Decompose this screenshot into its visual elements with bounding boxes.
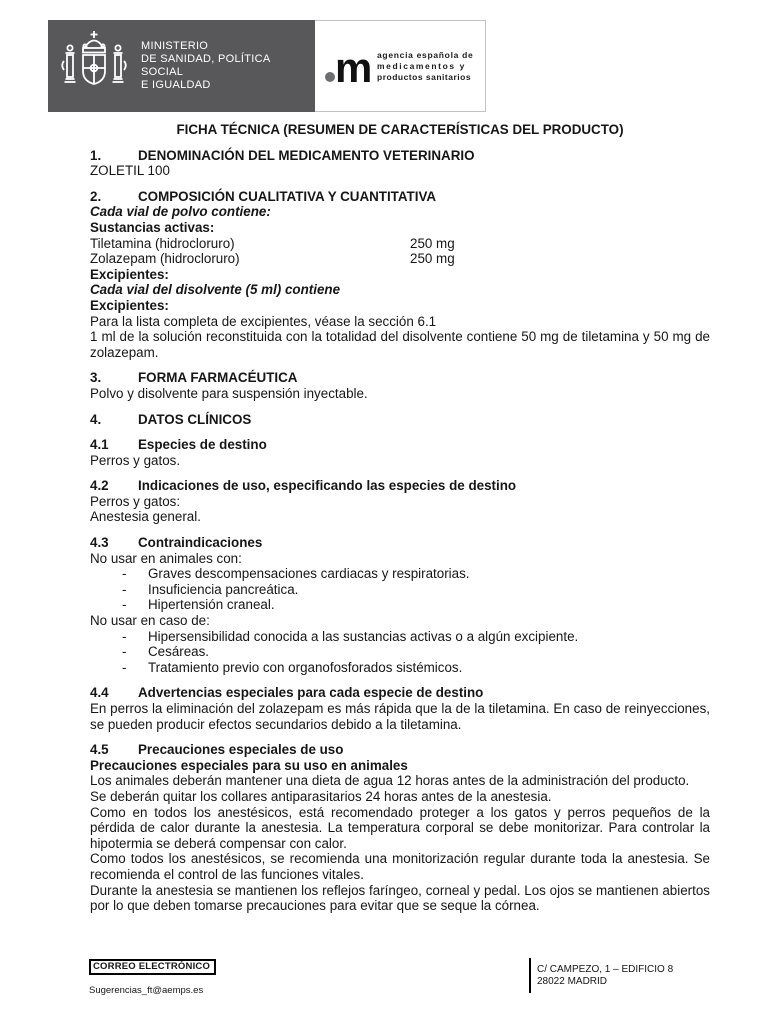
section-title: Especies de destino xyxy=(138,437,267,453)
list-item-text: Tratamiento previo con organofosforados sistémicos. xyxy=(148,659,463,675)
section-title: FORMA FARMACÉUTICA xyxy=(138,370,298,386)
page-header xyxy=(48,20,486,112)
aemps-logo xyxy=(315,20,486,112)
substance-amount: 250 mg xyxy=(410,235,455,251)
list-item xyxy=(90,660,710,676)
section-title: DATOS CLÍNICOS xyxy=(138,411,252,427)
list-item xyxy=(90,597,710,613)
section-4-3-heading xyxy=(90,535,710,551)
warnings-text: En perros la eliminación del zolazepam es más rápida que la de la tiletamina. En caso de reinyecciones, se pueden producir efectos secundarios debido a la tiletamina. xyxy=(90,701,710,732)
pharmaceutical-form-text: Polvo y disolvente para suspensión inyectable. xyxy=(90,385,368,401)
section-number: 4.2 xyxy=(90,478,109,494)
section-number: 1. xyxy=(90,147,102,163)
excipients-label: Excipientes: xyxy=(90,266,169,282)
section-number: 4. xyxy=(90,411,102,427)
bullet-dash: - xyxy=(122,628,127,644)
section-title: Contraindicaciones xyxy=(138,535,263,551)
ministry-logo xyxy=(48,20,315,112)
section-title: COMPOSICIÓN CUALITATIVA Y CUANTITATIVA xyxy=(138,188,437,204)
substance-name: Tiletamina (hidrocloruro) xyxy=(90,235,235,251)
spain-coat-of-arms-icon xyxy=(59,28,129,104)
section-number: 4.3 xyxy=(90,535,109,551)
section-title: Indicaciones de uso, especificando las especies de destino xyxy=(138,478,517,494)
email-address: Sugerencias_ft@aemps.es xyxy=(89,985,204,996)
section-number: 4.5 xyxy=(90,742,109,758)
list-item xyxy=(90,644,710,660)
address-line: 28022 MADRID xyxy=(537,975,608,987)
substance-amount: 250 mg xyxy=(410,251,455,267)
precautions-paragraph: Como en todos los anestésicos, está recomendado proteger a los gatos y perros pequeños de la pérdida de calor durante la anestesia. La temperatura corporal se debe monitorizar. Para controlar la hipotermia se deberá compensar con calor. xyxy=(90,804,710,851)
ministry-line: MINISTERIO xyxy=(141,40,209,52)
ministry-name xyxy=(141,40,315,92)
contraindications-intro: No usar en animales con: xyxy=(90,550,242,566)
email-label-box: CORREO ELECTRÓNICO xyxy=(89,959,216,975)
list-item-text: Cesáreas. xyxy=(148,644,210,660)
list-item xyxy=(90,582,710,598)
document-title: FICHA TÉCNICA (RESUMEN DE CARACTERÍSTICAS DEL PRODUCTO) xyxy=(176,122,624,137)
bullet-dash: - xyxy=(122,581,127,597)
section-4-4-heading xyxy=(90,685,710,701)
list-item xyxy=(90,566,710,582)
section-number: 4.1 xyxy=(90,437,109,453)
precautions-paragraph: Como todos los anestésicos, se recomienda una monitorización regular durante toda la anestesia. Se recomienda el control de las funciones vitales. xyxy=(90,851,710,882)
aemps-line: medicamentos y xyxy=(377,60,467,71)
section-number: 3. xyxy=(90,370,102,386)
target-species-text: Perros y gatos. xyxy=(90,452,181,468)
section-title: DENOMINACIÓN DEL MEDICAMENTO VETERINARIO xyxy=(138,147,475,163)
svg-text:m: m xyxy=(335,46,373,86)
bullet-dash: - xyxy=(122,597,127,613)
excipients-note: Para la lista completa de excipientes, véase la sección 6.1 xyxy=(90,313,437,329)
product-name: ZOLETIL 100 xyxy=(90,163,170,179)
aemps-line: productos sanitarios xyxy=(377,71,472,82)
aemps-m-icon xyxy=(323,46,373,86)
bullet-dash: - xyxy=(122,566,127,582)
bullet-dash: - xyxy=(122,659,127,675)
excipients-label: Excipientes: xyxy=(90,297,169,313)
section-title: Precauciones especiales de uso xyxy=(138,742,344,758)
substance-name: Zolazepam (hidrocloruro) xyxy=(90,251,240,267)
section-2-heading xyxy=(90,189,710,205)
substance-row xyxy=(90,251,710,267)
footer-contact xyxy=(89,956,216,996)
precautions-paragraph: Durante la anestesia se mantienen los reflejos faríngeo, corneal y pedal. Los ojos se mantienen abiertos por lo que deben tomarse precauciones para evitar que se seque la córnea. xyxy=(90,882,710,914)
indications-line: Anestesia general. xyxy=(90,509,201,525)
ministry-line: DE SANIDAD, POLÍTICA SOCIAL xyxy=(141,53,270,78)
section-1-heading xyxy=(90,148,710,164)
solvent-vial-title: Cada vial del disolvente (5 ml) contiene xyxy=(90,282,341,298)
bullet-dash: - xyxy=(122,644,127,660)
list-item-text: Hipersensibilidad conocida a las sustancias activas o a algún excipiente. xyxy=(148,628,579,644)
section-4-2-heading xyxy=(90,478,710,494)
document-content xyxy=(90,116,710,914)
list-item-text: Insuficiencia pancreática. xyxy=(148,581,299,597)
reconstitution-note: 1 ml de la solución reconstituida con la totalidad del disolvente contiene 50 mg de tiletamina y 50 mg de zolazepam. xyxy=(90,329,710,360)
section-title: Advertencias especiales para cada especie de destino xyxy=(138,685,484,701)
actives-label: Sustancias activas: xyxy=(90,219,215,235)
ministry-line: E IGUALDAD xyxy=(141,79,211,91)
precautions-paragraph: Los animales deberán mantener una dieta de agua 12 horas antes de la administración del producto. xyxy=(90,773,690,789)
list-item-text: Hipertensión craneal. xyxy=(148,597,275,613)
contraindications-intro: No usar en caso de: xyxy=(90,613,210,629)
section-4-heading xyxy=(90,412,710,428)
footer-address xyxy=(529,958,673,993)
section-4-1-heading xyxy=(90,437,710,453)
section-3-heading xyxy=(90,370,710,386)
indications-line: Perros y gatos: xyxy=(90,493,181,509)
substance-row xyxy=(90,236,710,252)
list-item-text: Graves descompensaciones cardiacas y respiratorias. xyxy=(148,566,470,582)
section-4-5-heading xyxy=(90,742,710,758)
precautions-paragraph: Se deberán quitar los collares antiparasitarios 24 horas antes de la anestesia. xyxy=(90,788,552,804)
section-number: 4.4 xyxy=(90,685,109,701)
aemps-line: agencia española de xyxy=(377,49,474,60)
aemps-name xyxy=(377,50,473,83)
powder-vial-title: Cada vial de polvo contiene: xyxy=(90,204,271,220)
list-item xyxy=(90,629,710,645)
address-line: C/ CAMPEZO, 1 – EDIFICIO 8 xyxy=(537,964,674,975)
section-number: 2. xyxy=(90,188,102,204)
precautions-subheading: Precauciones especiales para su uso en animales xyxy=(90,757,408,773)
